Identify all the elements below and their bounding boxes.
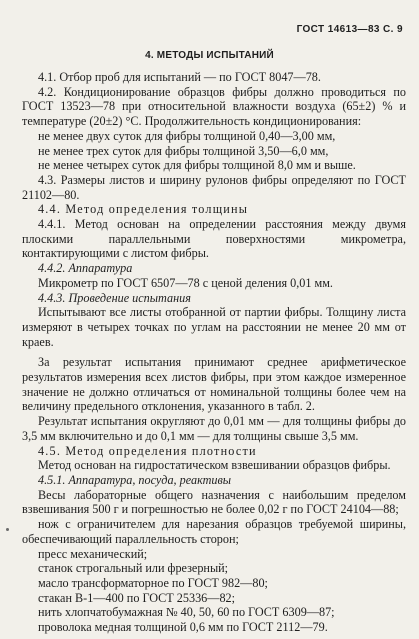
paragraph-4-4-heading: 4.4. Метод определения толщины: [38, 202, 249, 217]
paragraph-4-2: 4.2. Кондиционирование образцов фибры должно проводиться по ГОСТ 13523—78 при относительной влажности воздуха (65±2) % и температуре (20±2) °С. Продолжительность кондиционирования:: [22, 84, 406, 129]
margin-dot: [6, 528, 9, 531]
paragraph-4-4-3-text-2: За результат испытания принимают среднее арифметическое результатов измерения всех листов фибры, при этом каждое измеренное значение не должно отличаться от номинальной толщины более чем на величину предельного отклонения, указанного в табл. 2.: [22, 355, 406, 414]
paragraph-4-4-3-text-3: Результат испытания округляют до 0,01 мм — для толщины фибры до 3,5 мм включительно и до 0,1 мм — для толщины свыше 3,5 мм.: [22, 414, 406, 443]
equipment-item: стакан В-1—400 по ГОСТ 25336—82;: [38, 590, 236, 605]
paragraph-4-4-3-heading: 4.4.3. Проведение испытания: [38, 290, 191, 305]
paragraph-4-4-1: 4.4.1. Метод основан на определении расстояния между двумя плоскими параллельными поверхностями микрометра, контактирующими с листом фибры.: [22, 217, 406, 261]
paragraph-4-1: 4.1. Отбор проб для испытаний — по ГОСТ 8047—78.: [38, 70, 321, 84]
paragraph-4-5-heading: 4.5. Метод определения плотности: [38, 443, 257, 458]
equipment-item: масло трансформаторное по ГОСТ 982—80;: [38, 575, 268, 590]
equipment-item: пресс механический;: [38, 546, 148, 561]
conditioning-item: не менее двух суток для фибры толщиной 0,40—3,00 мм,: [38, 128, 336, 143]
page-content: [22, 70, 406, 635]
paragraph-4-5-1-heading: 4.5.1. Аппаратура, посуда, реактивы: [38, 472, 232, 487]
equipment-item: нож с ограничителем для нарезания образцов требуемой ширины, обеспечивающий параллельность сторон;: [22, 517, 406, 546]
paragraph-4-4-3-text: Испытывают все листы отобранной от партии фибры. Толщину листа измеряют в четырех точках по углам на расстоянии не менее 20 мм от краев.: [22, 305, 406, 349]
equipment-item: нить хлопчатобумажная № 40, 50, 60 по ГОСТ 6309—87;: [38, 605, 335, 620]
equipment-item: проволока медная толщиной 0,6 мм по ГОСТ 2112—79.: [38, 620, 328, 635]
equipment-list: [22, 517, 406, 635]
paragraph-4-5-text: Метод основан на гидростатическом взвешивании образцов фибры.: [38, 458, 391, 473]
conditioning-item: не менее трех суток для фибры толщиной 3,50—6,0 мм,: [38, 143, 329, 158]
conditioning-item: не менее четырех суток для фибры толщиной 8,0 мм и выше.: [38, 158, 356, 173]
page-header: ГОСТ 14613—83 С. 9: [296, 24, 403, 35]
paragraph-4-5-1-text: Весы лабораторные общего назначения с наибольшим пределом взвешивания 500 г и погрешностью не более 0,02 г по ГОСТ 24104—88;: [22, 487, 406, 517]
paragraph-4-4-2-text: Микрометр по ГОСТ 6507—78 с ценой деления 0,01 мм.: [38, 275, 333, 290]
conditioning-list: [22, 129, 406, 173]
section-title: 4. МЕТОДЫ ИСПЫТАНИЙ: [145, 50, 274, 61]
paragraph-4-3: 4.3. Размеры листов и ширину рулонов фибры определяют по ГОСТ 21102—80.: [22, 172, 406, 202]
paragraph-4-4-2-heading: 4.4.2. Аппаратура: [38, 261, 133, 276]
equipment-item: станок строгальный или фрезерный;: [38, 561, 229, 576]
